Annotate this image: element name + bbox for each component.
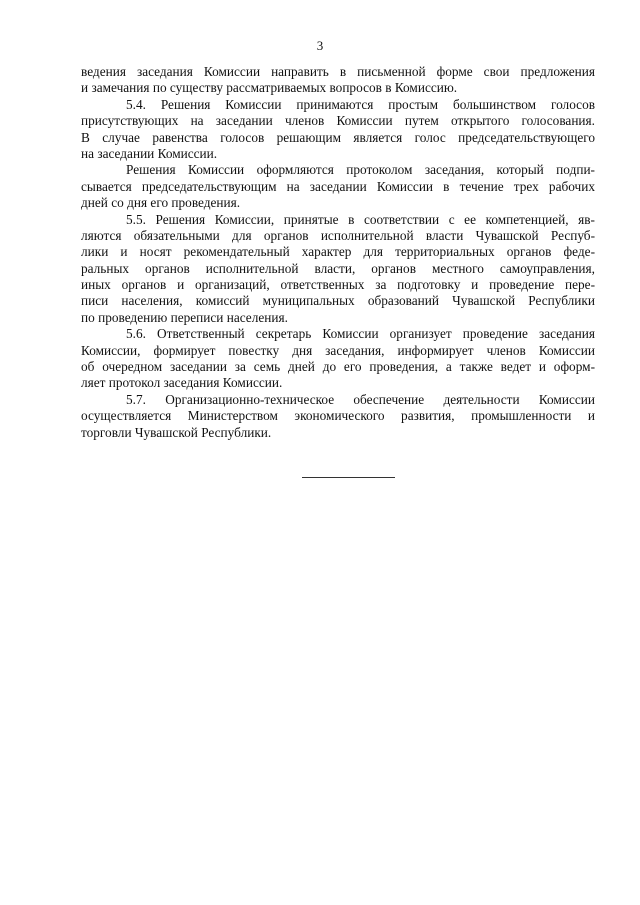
paragraph-line: торговли Чувашской Республики. xyxy=(81,424,272,440)
paragraph-line: осуществляется Министерством экономического развития, промышленности и xyxy=(81,408,595,424)
paragraph-line: сывается председательствующим на заседании Комиссии в течение трех рабочих xyxy=(81,178,595,194)
paragraph-line: 5.4. Решения Комиссии принимаются простым большинством голосов xyxy=(126,96,595,112)
paragraph-line: писи населения, комиссий муниципальных образований Чувашской Республики xyxy=(81,293,595,309)
paragraph-line: Комиссии, формирует повестку дня заседания, информирует членов Комиссии xyxy=(81,342,595,358)
document-body xyxy=(81,64,595,441)
paragraph-line: 5.6. Ответственный секретарь Комиссии организует проведение заседания xyxy=(126,326,595,342)
paragraph-line: 5.7. Организационно-техническое обеспечение деятельности Комиссии xyxy=(126,391,595,407)
end-separator-line xyxy=(302,477,395,478)
paragraph-line: ведения заседания Комиссии направить в письменной форме свои предложения xyxy=(81,64,595,79)
paragraph-line: ляет протокол заседания Комиссии. xyxy=(81,375,283,391)
paragraph-line: на заседании Комиссии. xyxy=(81,145,218,161)
paragraph-line: иных органов и организаций, ответственных за подготовку и проведение пере- xyxy=(81,277,595,293)
paragraph-line: об очередном заседании за семь дней до его проведения, а также ведет и оформ- xyxy=(81,359,595,375)
paragraph-line: дней со дня его проведения. xyxy=(81,195,241,211)
paragraph-line: лики и носят рекомендательный характер для территориальных органов феде- xyxy=(81,244,595,260)
paragraph-line: В случае равенства голосов решающим является голос председательствующего xyxy=(81,129,595,145)
paragraph-line: Решения Комиссии оформляются протоколом заседания, который подпи- xyxy=(126,162,595,178)
paragraph-line: 5.5. Решения Комиссии, принятые в соответствии с ее компетенцией, яв- xyxy=(126,211,595,227)
page-number: 3 xyxy=(316,38,324,53)
paragraph-line: ляются обязательными для органов исполнительной власти Чувашской Респуб- xyxy=(81,227,595,243)
paragraph-line: присутствующих на заседании членов Комиссии путем открытого голосования. xyxy=(81,113,595,129)
paragraph-line: и замечания по существу рассматриваемых вопросов в Комиссию. xyxy=(81,80,458,96)
paragraph-line: ральных органов исполнительной власти, органов местного самоуправления, xyxy=(81,260,595,276)
paragraph-line: по проведению переписи населения. xyxy=(81,309,288,325)
